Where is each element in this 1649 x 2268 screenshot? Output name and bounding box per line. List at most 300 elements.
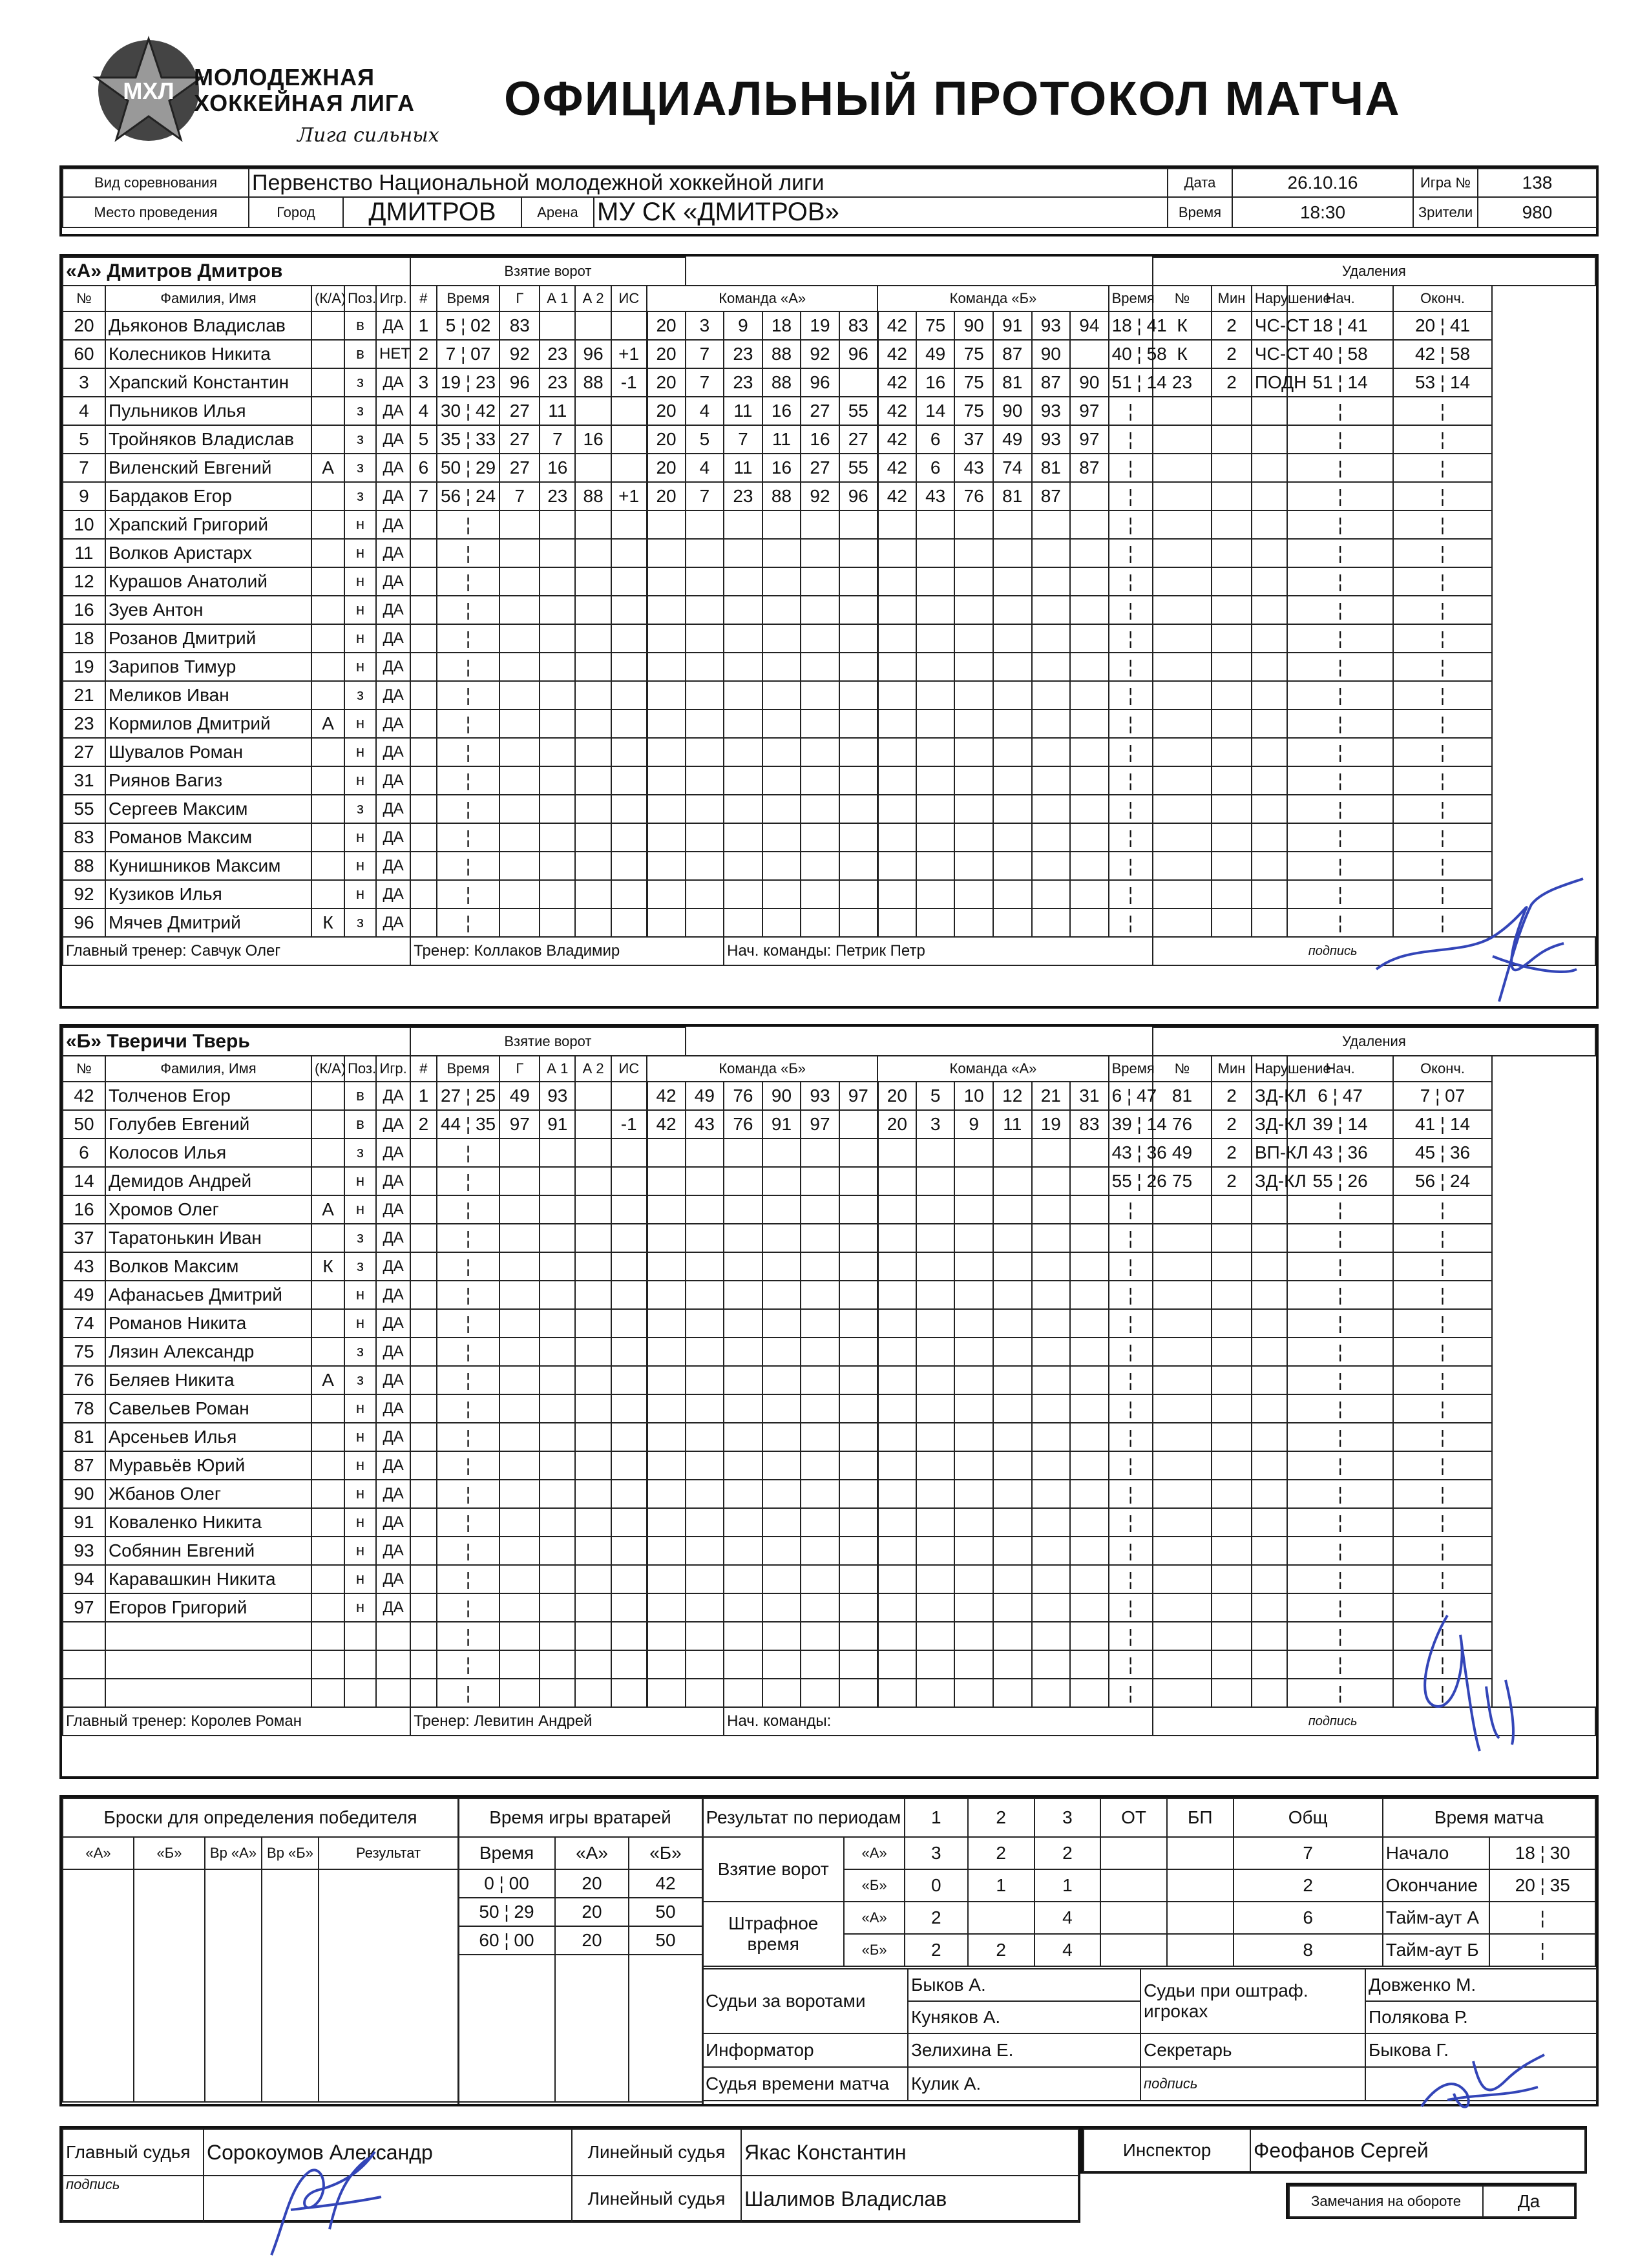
team-b-goal-cell — [575, 1167, 611, 1195]
team-b-goal-cell — [540, 1451, 575, 1480]
team-b-on-ice-cell — [724, 1167, 762, 1195]
team-b-pen-cell — [1252, 1508, 1287, 1537]
team-a-pen-cell — [1153, 653, 1212, 681]
team-a-pen-end: ¦ — [1393, 567, 1492, 596]
team-b-goal-cell — [611, 1338, 647, 1366]
team-a-player-row — [63, 852, 1595, 880]
team-a-pen-time: ¦ — [1109, 880, 1153, 908]
team-b-player-number: 43 — [63, 1252, 105, 1281]
gk-a-header: «А» — [555, 1837, 629, 1869]
team-a-pen-infraction: ПОДН — [1252, 368, 1287, 397]
team-a-on-ice-own: 20 — [647, 482, 686, 510]
team-b-player-number — [63, 1650, 105, 1679]
team-a-on-ice-cell — [877, 539, 916, 567]
team-b-goal-cell — [611, 1480, 647, 1508]
team-b-on-ice-cell — [801, 1679, 839, 1707]
team-b-goal-cell — [575, 1565, 611, 1593]
team-b-player-role — [311, 1224, 344, 1252]
team-a-pen-end-sec: 14 — [1449, 372, 1471, 392]
team-b-goal-cell — [575, 1537, 611, 1565]
team-a-player-position: н — [344, 539, 376, 567]
team-a-on-ice-opp: 87 — [1032, 368, 1071, 397]
team-b-goal-cell — [575, 1451, 611, 1480]
end-hour: 20 — [1515, 1875, 1535, 1895]
date-label: Дата — [1168, 169, 1232, 197]
team-b-on-ice-cell — [801, 1281, 839, 1309]
team-b-on-ice-cell — [647, 1451, 686, 1480]
team-b-player-row — [63, 1281, 1595, 1309]
team-b-goal-cell — [540, 1650, 575, 1679]
team-b-pen-cell — [1212, 1252, 1252, 1281]
team-b-player-position: н — [344, 1537, 376, 1565]
team-a-pen-time: ¦ — [1109, 397, 1153, 425]
team-a-on-ice-cell — [1032, 624, 1071, 653]
team-a-pen-minutes: 2 — [1212, 368, 1252, 397]
team-b-player-played: ДА — [376, 1480, 410, 1508]
team-b-pen-minutes: 2 — [1212, 1167, 1252, 1195]
team-a-goal-cell — [611, 908, 647, 937]
team-a-player-row — [63, 454, 1595, 482]
team-b-player-played: ДА — [376, 1423, 410, 1451]
team-a-player-row — [63, 709, 1595, 738]
team-b-player-position: н — [344, 1167, 376, 1195]
team-a-pen-time: ¦ — [1109, 795, 1153, 823]
team-a-on-ice-own: 96 — [801, 368, 839, 397]
team-a-on-ice-cell — [762, 624, 801, 653]
team-b-on-ice-cell — [877, 1423, 916, 1451]
team-a-pen-time: ¦ — [1109, 539, 1153, 567]
team-b-on-ice-cell — [1070, 1593, 1109, 1622]
goals-a-p2: 2 — [968, 1837, 1035, 1869]
team-b-goal-time: ¦ — [437, 1394, 500, 1423]
team-b-pen-infraction: ЗД-КЛ — [1252, 1110, 1287, 1139]
team-b-on-ice-cell — [762, 1451, 801, 1480]
team-b-on-ice-cell — [916, 1338, 955, 1366]
team-b-player-role — [311, 1167, 344, 1195]
team-a-on-ice-own: 88 — [762, 340, 801, 368]
team-a-table — [62, 257, 1596, 966]
team-a-pen-time: ¦ — [1109, 567, 1153, 596]
team-a-on-ice-opp: 75 — [916, 311, 955, 340]
team-a-on-ice-opp: 42 — [877, 311, 916, 340]
logo-text: МХЛ — [123, 78, 174, 104]
team-a-on-ice-own: 9 — [724, 311, 762, 340]
team-a-on-ice-opp: 90 — [1070, 368, 1109, 397]
team-a-on-ice-opp: 90 — [954, 311, 993, 340]
team-a-on-ice-opp: 87 — [1070, 454, 1109, 482]
team-a-on-ice-cell — [647, 766, 686, 795]
team-b-pen-cell — [1153, 1451, 1212, 1480]
team-a-on-ice-cell — [877, 738, 916, 766]
team-b-num-header: № — [63, 1056, 105, 1082]
team-a-pen-cell — [1212, 766, 1252, 795]
team-b-on-ice-own: 97 — [839, 1082, 878, 1110]
team-a-on-ice-own: 88 — [762, 368, 801, 397]
team-a-player-role — [311, 311, 344, 340]
team-b-goal-cell — [499, 1167, 540, 1195]
team-a-player-position: н — [344, 766, 376, 795]
team-a-goal-sec: 24 — [475, 486, 496, 506]
team-a-on-ice-cell — [993, 880, 1032, 908]
team-b-on-ice-cell — [724, 1451, 762, 1480]
team-a-pen-end: ¦ — [1393, 596, 1492, 624]
team-a-num-header: № — [63, 286, 105, 311]
team-a-on-ice-cell — [1070, 681, 1109, 709]
team-a-pen-cell — [1252, 852, 1287, 880]
team-a-on-ice-cell — [839, 766, 878, 795]
team-a-player-name: Зуев Антон — [105, 596, 311, 624]
team-b-scorer-header: Г — [499, 1056, 540, 1082]
team-a-player-played: ДА — [376, 482, 410, 510]
team-b-section — [59, 1024, 1599, 1779]
team-b-player-position: з — [344, 1252, 376, 1281]
team-a-pen-time-header: Время — [1109, 286, 1153, 311]
pim-b-label: «Б» — [844, 1934, 904, 1966]
team-a-pen-cell — [1153, 510, 1212, 539]
team-b-pen-cell — [1212, 1366, 1252, 1394]
team-b-player-name: Афанасьев Дмитрий — [105, 1281, 311, 1309]
team-b-on-ice-cell — [1032, 1423, 1071, 1451]
team-b-player-row — [63, 1508, 1595, 1537]
team-b-goal-time: ¦ — [437, 1281, 500, 1309]
pim-a-p2 — [968, 1902, 1035, 1934]
team-b-goal-cell — [575, 1622, 611, 1650]
team-a-player-number: 55 — [63, 795, 105, 823]
team-a-goal-cell — [540, 539, 575, 567]
team-b-pen-cell — [1153, 1508, 1212, 1537]
team-a-pen-infraction: ЧС-СТ — [1252, 311, 1287, 340]
team-b-player-number: 6 — [63, 1139, 105, 1167]
team-a-on-ice-own: 11 — [724, 454, 762, 482]
team-b-on-ice-cell — [647, 1195, 686, 1224]
team-a-on-ice-cell — [801, 681, 839, 709]
team-a-pen-start-min: 40 — [1312, 344, 1333, 364]
team-a-pen-time: ¦ — [1109, 738, 1153, 766]
team-b-goal-time: ¦ — [437, 1252, 500, 1281]
team-b-goal-num — [410, 1195, 436, 1224]
team-b-pen-minutes: 2 — [1212, 1139, 1252, 1167]
team-b-goal-cell — [575, 1195, 611, 1224]
team-b-player-name — [105, 1650, 311, 1679]
pim-b-p3: 4 — [1035, 1934, 1101, 1966]
team-a-player-played: ДА — [376, 908, 410, 937]
team-b-goal-time: ¦ — [437, 1622, 500, 1650]
team-b-player-role — [311, 1423, 344, 1451]
team-a-on-ice-own: 11 — [724, 397, 762, 425]
comp-label: Вид соревнования — [63, 169, 249, 197]
team-b-player-number: 81 — [63, 1423, 105, 1451]
team-b-on-ice-cell — [724, 1195, 762, 1224]
team-b-on-ice-cell — [839, 1423, 878, 1451]
team-b-pen-start: 6 ¦ 47 — [1287, 1082, 1393, 1110]
game-label: Игра № — [1413, 169, 1478, 197]
team-a-on-ice-cell — [877, 880, 916, 908]
team-b-pen-time: ¦ — [1109, 1451, 1153, 1480]
team-a-name-header: Фамилия, Имя — [105, 286, 311, 311]
team-a-ka-header: (К/А) — [311, 286, 344, 311]
team-a-pen-min-val: 40 — [1111, 344, 1132, 364]
team-a-assist-2-header: А 2 — [575, 286, 611, 311]
team-a-on-ice-cell — [762, 908, 801, 937]
team-b-on-ice-own: 49 — [686, 1082, 724, 1110]
team-a-pen-start: ¦ — [1287, 766, 1393, 795]
team-a-pen-end: ¦ — [1393, 539, 1492, 567]
team-b-on-ice-cell — [724, 1480, 762, 1508]
team-a-on-ice-cell — [762, 510, 801, 539]
team-a-pen-start: ¦ — [1287, 425, 1393, 454]
team-a-on-ice-cell — [762, 709, 801, 738]
team-a-on-ice-own: 23 — [724, 482, 762, 510]
team-b-pen-end: ¦ — [1393, 1565, 1492, 1593]
team-b-goal-cell — [499, 1480, 540, 1508]
team-a-on-ice-cell — [877, 823, 916, 852]
team-a-on-ice-cell — [1070, 852, 1109, 880]
team-b-pen-time: ¦ — [1109, 1394, 1153, 1423]
team-b-on-ice-cell — [801, 1451, 839, 1480]
team-b-pen-end: ¦ — [1393, 1394, 1492, 1423]
team-b-on-ice-cell — [762, 1366, 801, 1394]
team-b-pen-start-min: 39 — [1312, 1114, 1333, 1134]
team-b-goal-cell — [499, 1309, 540, 1338]
team-a-on-ice-cell — [877, 795, 916, 823]
secretary-label: Секретарь — [1140, 2033, 1365, 2067]
pim-a-label: «А» — [844, 1902, 904, 1934]
team-a-on-ice-cell — [877, 596, 916, 624]
team-a-on-ice-cell — [1070, 766, 1109, 795]
team-b-player-position — [344, 1650, 376, 1679]
team-a-goal-assist1 — [540, 311, 575, 340]
linesman-1-value: Якас Константин — [741, 2129, 1078, 2176]
team-b-pen-end: ¦ — [1393, 1281, 1492, 1309]
team-b-goal-cell — [540, 1394, 575, 1423]
team-b-player-row — [63, 1195, 1595, 1224]
team-a-player-played: ДА — [376, 311, 410, 340]
team-a-on-ice-cell — [954, 624, 993, 653]
team-b-on-ice-cell — [877, 1394, 916, 1423]
team-b-on-ice-cell — [1070, 1423, 1109, 1451]
team-a-on-ice-cell — [954, 738, 993, 766]
team-a-on-ice-own: 92 — [801, 340, 839, 368]
team-b-goal-sec: 35 — [475, 1114, 496, 1134]
team-b-goal-assist1: 91 — [540, 1110, 575, 1139]
team-a-on-ice-cell — [1070, 539, 1109, 567]
team-a-on-ice-own: 23 — [724, 340, 762, 368]
team-b-goal-min: 27 — [440, 1086, 461, 1106]
so-result-header: Результат — [319, 1837, 458, 1869]
team-a-on-ice-cell — [801, 738, 839, 766]
team-a-player-name: Виленский Евгений — [105, 454, 311, 482]
team-a-on-ice-cell — [839, 539, 878, 567]
page-title: ОФИЦИАЛЬНЫЙ ПРОТОКОЛ МАТЧА — [504, 72, 1401, 125]
team-b-goal-cell — [540, 1537, 575, 1565]
team-a-pen-end: ¦ — [1393, 795, 1492, 823]
team-a-goal-time: 50 ¦ 29 — [437, 454, 500, 482]
team-a-goal-min: 7 — [445, 344, 456, 364]
team-b-on-ice-own-header: Команда «Б» — [647, 1056, 877, 1082]
linesman-2-value: Шалимов Владислав — [741, 2176, 1078, 2222]
team-b-goal-strength: -1 — [611, 1110, 647, 1139]
team-a-pen-cell — [1252, 795, 1287, 823]
team-b-on-ice-cell — [801, 1338, 839, 1366]
team-a-on-ice-cell — [839, 880, 878, 908]
team-a-pen-cell — [1153, 454, 1212, 482]
team-b-player-name: Волков Максим — [105, 1252, 311, 1281]
team-b-on-ice-cell — [762, 1537, 801, 1565]
team-b-goal-cell — [499, 1394, 540, 1423]
team-b-on-ice-cell — [993, 1451, 1032, 1480]
team-b-pen-start: ¦ — [1287, 1565, 1393, 1593]
team-b-player-row — [63, 1139, 1595, 1167]
goals-b-label: «Б» — [844, 1869, 904, 1902]
team-b-on-ice-cell — [647, 1252, 686, 1281]
team-b-goal-cell — [540, 1139, 575, 1167]
team-b-player-position: н — [344, 1423, 376, 1451]
team-b-goal-cell — [540, 1252, 575, 1281]
team-b-on-ice-cell — [954, 1167, 993, 1195]
team-b-goal-num — [410, 1167, 436, 1195]
team-a-on-ice-opp: 97 — [1070, 425, 1109, 454]
team-a-player-role: А — [311, 454, 344, 482]
team-a-goal-cell — [540, 795, 575, 823]
team-a-on-ice-cell — [839, 510, 878, 539]
team-a-player-number: 96 — [63, 908, 105, 937]
team-b-goal-strength — [611, 1082, 647, 1110]
team-b-on-ice-opp: 20 — [877, 1082, 916, 1110]
team-b-on-ice-cell — [954, 1622, 993, 1650]
goals-b-p3: 1 — [1035, 1869, 1101, 1902]
team-b-on-ice-cell — [801, 1480, 839, 1508]
team-a-on-ice-cell — [877, 908, 916, 937]
team-b-pen-cell — [1153, 1195, 1212, 1224]
team-a-on-ice-own: 7 — [724, 425, 762, 454]
team-a-on-ice-cell — [954, 681, 993, 709]
pim-a-p3: 4 — [1035, 1902, 1101, 1934]
team-a-player-number: 21 — [63, 681, 105, 709]
team-a-on-ice-cell — [993, 709, 1032, 738]
team-b-play-header: Игр. — [376, 1056, 410, 1082]
team-b-pen-cell — [1153, 1394, 1212, 1423]
team-b-pen-end-header: Оконч. — [1393, 1056, 1492, 1082]
team-a-on-ice-own: 20 — [647, 311, 686, 340]
team-a-player-row — [63, 908, 1595, 937]
team-b-goal-time: 44 ¦ 35 — [437, 1110, 500, 1139]
team-a-player-role: А — [311, 709, 344, 738]
team-a-pen-end: ¦ — [1393, 709, 1492, 738]
team-a-on-ice-cell — [916, 795, 955, 823]
gk-time-header: Время — [458, 1837, 555, 1869]
team-a-on-ice-opp: 75 — [954, 340, 993, 368]
team-a-goal-time: ¦ — [437, 596, 500, 624]
team-a-on-ice-cell — [916, 852, 955, 880]
gk-b-value: 42 — [629, 1869, 702, 1898]
team-a-goal-time: ¦ — [437, 624, 500, 653]
team-a-on-ice-opp: 42 — [877, 425, 916, 454]
team-a-on-ice-cell — [801, 766, 839, 795]
team-a-pen-end: ¦ — [1393, 454, 1492, 482]
team-b-on-ice-opp: 83 — [1070, 1110, 1109, 1139]
team-a-pen-sec-val: 14 — [1146, 372, 1167, 392]
team-b-player-played: ДА — [376, 1139, 410, 1167]
team-a-on-ice-cell — [1032, 681, 1071, 709]
team-b-player-row — [63, 1451, 1595, 1480]
team-a-on-ice-own: 4 — [686, 397, 724, 425]
team-b-on-ice-cell — [839, 1281, 878, 1309]
team-a-goal-cell — [499, 624, 540, 653]
team-a-on-ice-cell — [1070, 653, 1109, 681]
team-a-on-ice-cell — [762, 766, 801, 795]
team-a-on-ice-cell — [839, 653, 878, 681]
team-a-on-ice-cell — [877, 624, 916, 653]
team-a-on-ice-cell — [916, 539, 955, 567]
team-b-on-ice-cell — [762, 1679, 801, 1707]
team-b-pen-time: ¦ — [1109, 1224, 1153, 1252]
goals-b-so — [1167, 1869, 1234, 1902]
team-b-goal-cell — [575, 1480, 611, 1508]
team-b-on-ice-cell — [916, 1167, 955, 1195]
team-b-on-ice-cell — [724, 1508, 762, 1537]
team-b-on-ice-cell — [993, 1593, 1032, 1622]
team-a-pen-time: ¦ — [1109, 624, 1153, 653]
team-b-on-ice-cell — [686, 1650, 724, 1679]
team-a-on-ice-cell — [1032, 738, 1071, 766]
team-b-on-ice-cell — [686, 1252, 724, 1281]
team-b-on-ice-cell — [916, 1679, 955, 1707]
team-b-on-ice-cell — [724, 1650, 762, 1679]
team-a-pen-start: 18 ¦ 41 — [1287, 311, 1393, 340]
team-b-pen-player: 75 — [1153, 1167, 1212, 1195]
team-b-on-ice-cell — [916, 1622, 955, 1650]
team-b-player-role — [311, 1480, 344, 1508]
team-b-pen-start: ¦ — [1287, 1537, 1393, 1565]
team-b-goal-cell — [540, 1423, 575, 1451]
team-b-on-ice-opp: 3 — [916, 1110, 955, 1139]
team-a-signature — [1370, 872, 1590, 1014]
arena-value: МУ СК «ДМИТРОВ» — [594, 197, 1168, 227]
team-b-goal-cell — [540, 1366, 575, 1394]
team-a-on-ice-cell — [724, 624, 762, 653]
team-b-on-ice-cell — [954, 1423, 993, 1451]
team-b-pen-infraction: ВП-КЛ — [1252, 1139, 1287, 1167]
team-b-pen-start: ¦ — [1287, 1281, 1393, 1309]
team-b-on-ice-cell — [647, 1537, 686, 1565]
team-a-goal-assist1: 11 — [540, 397, 575, 425]
team-a-pen-sec-val: 41 — [1146, 315, 1167, 335]
team-a-pen-end: ¦ — [1393, 425, 1492, 454]
team-b-player-name: Савельев Роман — [105, 1394, 311, 1423]
team-b-on-ice-opp: 31 — [1070, 1082, 1109, 1110]
team-a-on-ice-own: 96 — [839, 340, 878, 368]
team-a-player-number: 88 — [63, 852, 105, 880]
team-a-goal-time: ¦ — [437, 852, 500, 880]
team-b-on-ice-cell — [762, 1565, 801, 1593]
team-a-on-ice-cell — [724, 567, 762, 596]
team-a-player-name: Шувалов Роман — [105, 738, 311, 766]
team-b-on-ice-cell — [1032, 1195, 1071, 1224]
team-b-pen-start: ¦ — [1287, 1224, 1393, 1252]
team-a-on-ice-opp: 87 — [1032, 482, 1071, 510]
team-b-pen-cell — [1212, 1508, 1252, 1537]
periods-title: Результат по периодам — [702, 1798, 905, 1837]
team-b-on-ice-cell — [801, 1139, 839, 1167]
team-b-pen-player: 81 — [1153, 1082, 1212, 1110]
team-b-on-ice-cell — [1070, 1394, 1109, 1423]
team-a-goal-cell — [575, 766, 611, 795]
team-b-pen-start-sec: 26 — [1347, 1171, 1368, 1191]
team-a-goal-num: 3 — [410, 368, 436, 397]
team-b-on-ice-cell — [686, 1281, 724, 1309]
team-a-player-played: ДА — [376, 397, 410, 425]
team-b-on-ice-own: 43 — [686, 1110, 724, 1139]
